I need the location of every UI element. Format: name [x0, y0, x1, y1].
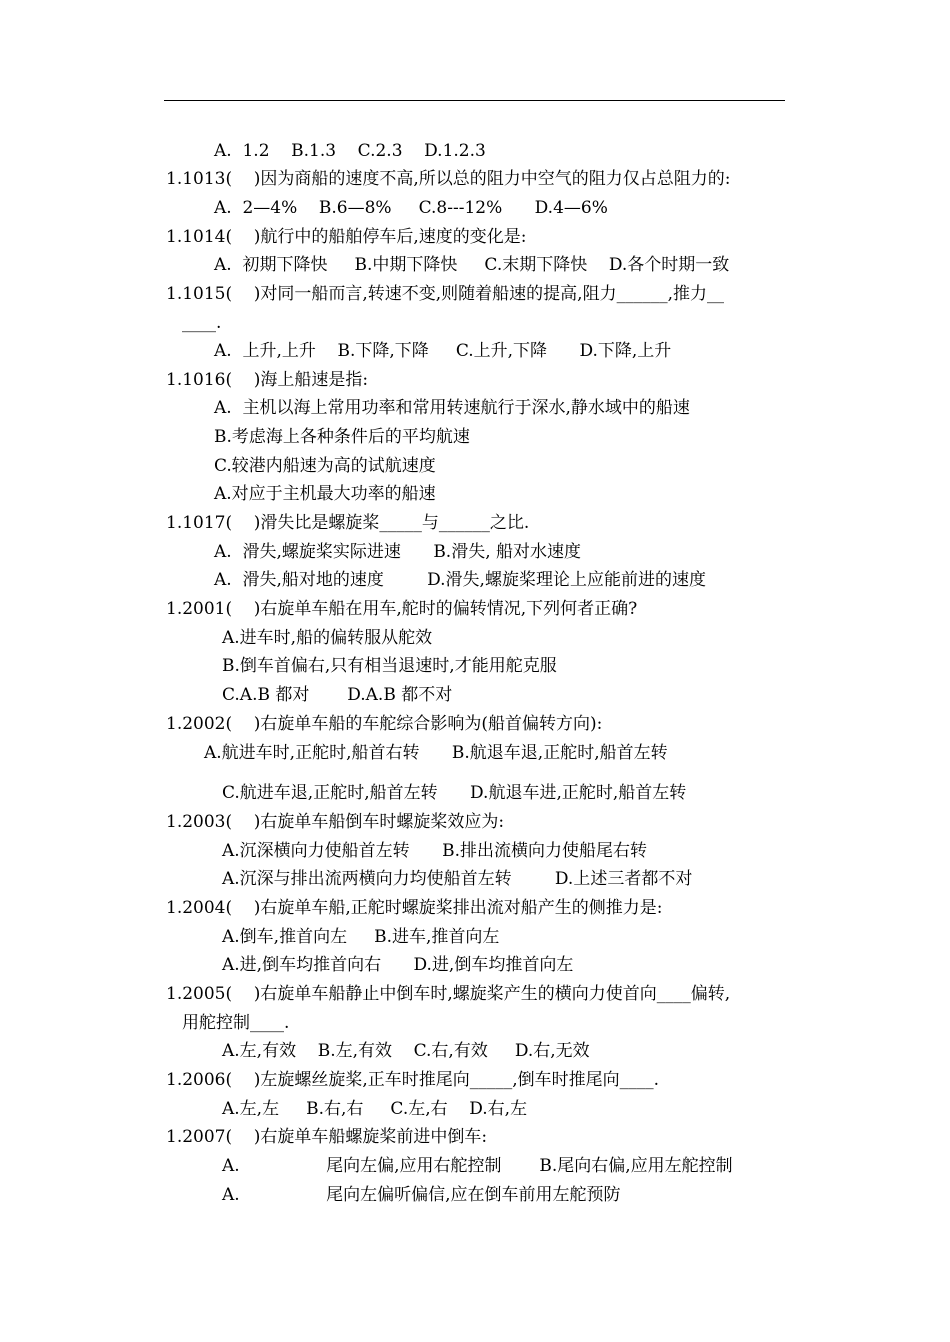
question-2004: 1.2004( )右旋单车船,正舵时螺旋桨排出流对船产生的侧推力是:: [166, 898, 663, 918]
option-line: A.进车时,船的偏转服从舵效: [222, 628, 433, 648]
option-line: A.进,倒车均推首向右 D.进,倒车均推首向左: [222, 955, 574, 975]
option-line: C.较港内船速为高的试航速度: [214, 456, 436, 476]
question-1016: 1.1016( )海上船速是指:: [166, 370, 369, 390]
option-line: A.航进车时,正舵时,船首右转 B.航退车退,正舵时,船首左转: [204, 743, 668, 763]
question-2006: 1.2006( )左旋螺丝旋桨,正车时推尾向_____,倒车时推尾向____.: [166, 1070, 660, 1090]
option-line: A.对应于主机最大功率的船速: [214, 484, 436, 504]
question-2005-cont: 用舵控制____.: [182, 1013, 290, 1033]
question-1017: 1.1017( )滑失比是螺旋桨_____与______之比.: [166, 513, 530, 533]
question-1015: 1.1015( )对同一船而言,转速不变,则随着船速的提高,阻力______,推力__: [166, 284, 724, 304]
option-line: C.A.B 都对 D.A.B 都不对: [222, 685, 453, 705]
question-1015-cont: ____.: [182, 313, 222, 333]
option-line: B.倒车首偏右,只有相当退速时,才能用舵克服: [222, 656, 557, 676]
option-line: A. 尾向左偏听偏信,应在倒车前用左舵预防: [222, 1185, 621, 1205]
option-line: A. 1.2 B.1.3 C.2.3 D.1.2.3: [214, 141, 486, 161]
question-2002: 1.2002( )右旋单车船的车舵综合影响为(船首偏转方向):: [166, 714, 603, 734]
question-2007: 1.2007( )右旋单车船螺旋桨前进中倒车:: [166, 1127, 488, 1147]
option-line: A. 2—4% B.6—8% C.8---12% D.4—6%: [214, 198, 608, 218]
header-rule: [164, 100, 785, 101]
option-line: A. 滑失,螺旋桨实际进速 B.滑失, 船对水速度: [214, 542, 582, 562]
option-line: A.左,有效 B.左,有效 C.右,有效 D.右,无效: [222, 1041, 590, 1061]
question-2003: 1.2003( )右旋单车船倒车时螺旋桨效应为:: [166, 812, 505, 832]
option-line: A.沉深横向力使船首左转 B.排出流横向力使船尾右转: [222, 841, 647, 861]
option-line: C.航进车退,正舵时,船首左转 D.航退车进,正舵时,船首左转: [222, 783, 687, 803]
option-line: A. 主机以海上常用功率和常用转速航行于深水,静水域中的船速: [214, 398, 690, 418]
option-line: A. 上升,上升 B.下降,下降 C.上升,下降 D.下降,上升: [214, 341, 672, 361]
question-1013: 1.1013( )因为商船的速度不高,所以总的阻力中空气的阻力仅占总阻力的:: [166, 169, 731, 189]
option-line: A. 尾向左偏,应用右舵控制 B.尾向右偏,应用左舵控制: [222, 1156, 733, 1176]
option-line: A. 初期下降快 B.中期下降快 C.末期下降快 D.各个时期一致: [214, 255, 730, 275]
option-line: A.沉深与排出流两横向力均使船首左转 D.上述三者都不对: [222, 869, 693, 889]
option-line: B.考虑海上各种条件后的平均航速: [214, 427, 470, 447]
question-2005: 1.2005( )右旋单车船静止中倒车时,螺旋桨产生的横向力使首向____偏转,: [166, 984, 731, 1004]
option-line: A.倒车,推首向左 B.进车,推首向左: [222, 927, 500, 947]
question-2001: 1.2001( )右旋单车船在用车,舵时的偏转情况,下列何者正确?: [166, 599, 638, 619]
option-line: A. 滑失,船对地的速度 D.滑失,螺旋桨理论上应能前进的速度: [214, 570, 706, 590]
option-line: A.左,左 B.右,右 C.左,右 D.右,左: [222, 1099, 528, 1119]
question-1014: 1.1014( )航行中的船舶停车后,速度的变化是:: [166, 227, 527, 247]
